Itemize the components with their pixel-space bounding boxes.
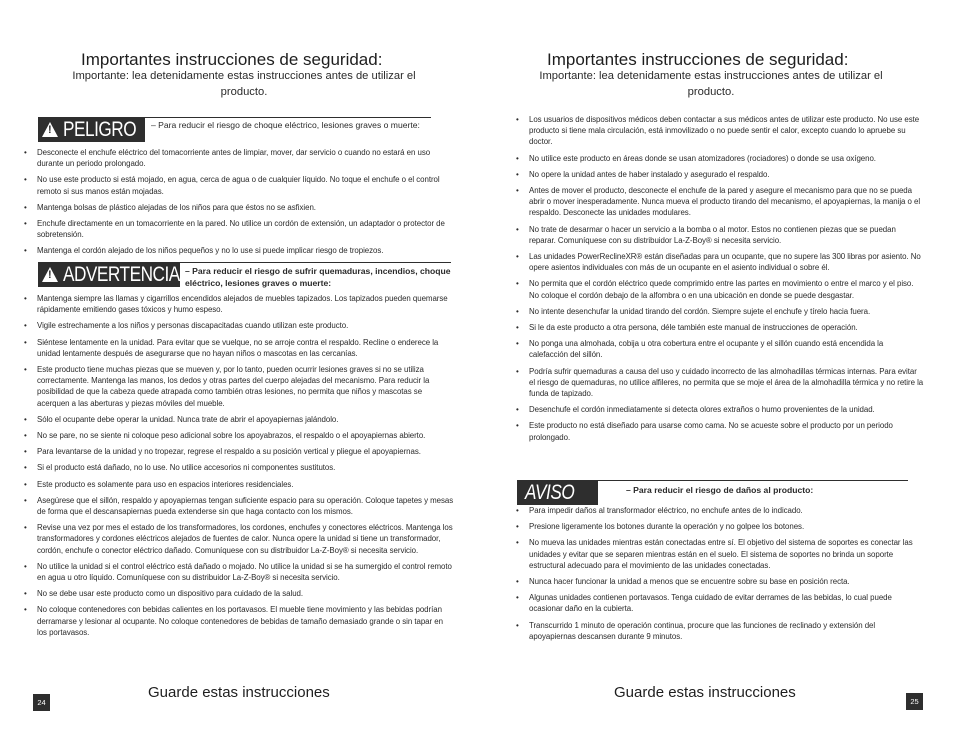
list-item: • Si le da este producto a otra persona, déle también este manual de instrucciones de operación. — [514, 322, 924, 333]
list-item: • Este producto no está diseñado para usarse como cama. No se acueste sobre el producto por un periodo prolongado. — [514, 420, 924, 442]
advertencia-label: ADVERTENCIA — [63, 262, 180, 286]
list-item: • No ponga una almohada, cobija u otra cobertura entre el ocupante y el sillón cuando está encendida la calefacción del sillón. — [514, 338, 924, 360]
list-item: • Siéntese lentamente en la unidad. Para evitar que se vuelque, no se arroje contra el respaldo. Recline o enderece la unidad lentamente después de asegurarse que no hayan niños o mascotas en las cercanías. — [22, 337, 454, 359]
advertencia-list — [22, 293, 454, 643]
list-item: • No utilice la unidad si el control eléctrico está dañado o mojado. No utilice la unidad si se ha sumergido el control remoto en agua u otro líquido. Comuníquese con su distribuidor La-Z-Boy® si necesita servicio. — [22, 561, 454, 583]
list-item: • Asegúrese que el sillón, respaldo y apoyapiernas tengan suficiente espacio para su operación. Coloque tapetes y mesas de forma que el descansapiernas pueda extenderse sin que haga contacto con los mismos. — [22, 495, 454, 517]
general-list — [514, 114, 924, 448]
list-item: • Desenchufe el cordón inmediatamente si detecta olores extraños o humo provenientes de la unidad. — [514, 404, 924, 415]
page-subtitle: Importante: lea detenidamente estas instrucciones antes de utilizar el producto. — [72, 70, 416, 98]
peligro-label: PELIGRO — [63, 117, 137, 141]
page-title: Importantes instrucciones de seguridad: — [81, 50, 383, 69]
list-item: • Algunas unidades contienen portavasos. Tenga cuidado de evitar derrames de las bebidas, lo cual puede ocasionar daño en la cubierta. — [514, 592, 914, 614]
peligro-rule — [145, 117, 431, 118]
advertencia-description: – Para reducir el riesgo de sufrir quemaduras, incendios, choque eléctrico, lesiones graves o muerte: — [185, 266, 451, 288]
peligro-list — [22, 147, 452, 262]
list-item: • No trate de desarmar o hacer un servicio a la bomba o al motor. Estos no contienen piezas que se puedan reparar. Comuníquese con su distribuidor La-Z-Boy® si necesita servicio. — [514, 224, 924, 246]
list-item: • No opere la unidad antes de haber instalado y asegurado el respaldo. — [514, 169, 924, 180]
right-page — [477, 0, 954, 742]
peligro-badge — [38, 117, 145, 142]
aviso-badge — [517, 480, 598, 505]
list-item: • Mantenga el cordón alejado de los niños pequeños y no lo use si puede implicar riesgo de tropiezos. — [22, 245, 452, 256]
list-item: • No mueva las unidades mientras están conectadas entre sí. El objetivo del sistema de soportes es conectar las unidades y evitar que se separen mientras están en el suelo. El sistema de soportes no brinda un soporte estructural adecuado para el movimiento de las unidades conectadas. — [514, 537, 914, 571]
warning-triangle-icon: ! — [42, 267, 58, 282]
list-item: • Si el producto está dañado, no lo use. No utilice accesorios ni componentes sustitutos. — [22, 462, 454, 473]
peligro-description: – Para reducir el riesgo de choque eléctrico, lesiones graves o muerte: — [151, 120, 420, 130]
page-number: 24 — [33, 694, 50, 711]
list-item: • No utilice este producto en áreas donde se usan atomizadores (rociadores) o donde se usa oxígeno. — [514, 153, 924, 164]
page-subtitle: Importante: lea detenidamente estas instrucciones antes de utilizar el producto. — [539, 70, 883, 98]
list-item: • No se pare, no se siente ni coloque peso adicional sobre los apoyabrazos, el respaldo o el apoyapiernas abierto. — [22, 430, 454, 441]
list-item: • Desconecte el enchufe eléctrico del tomacorriente antes de limpiar, mover, dar servicio o cuando no estará en uso durante un periodo prolongado. — [22, 147, 452, 169]
list-item: • Para impedir daños al transformador eléctrico, no enchufe antes de lo indicado. — [514, 505, 914, 516]
aviso-description: – Para reducir el riesgo de daños al producto: — [626, 485, 814, 495]
list-item: • Los usuarios de dispositivos médicos deben contactar a sus médicos antes de utilizar este producto. No use este producto si tiene mala circulación, está inmovilizado o no puede sentir el calor, excepto cuando lo apruebe su doctor. — [514, 114, 924, 148]
list-item: • Antes de mover el producto, desconecte el enchufe de la pared y asegure el mecanismo para que no se pueda abrir o mover inesperadamente. Nunca mueva el producto tirando del mecanismo, el apoyapiernas, la manija o el respaldo. Desconecte las unidades modulares. — [514, 185, 924, 219]
aviso-list — [514, 505, 914, 647]
list-item: • No permita que el cordón eléctrico quede comprimido entre las partes en movimiento o entre el marco y el piso. No coloque el cordón debajo de la alfombra o en una ubicación en donde se puede desgastar. — [514, 278, 924, 300]
list-item: • Este producto tiene muchas piezas que se mueven y, por lo tanto, pueden ocurrir lesiones graves si no se utiliza correctamente. Mantenga las manos, los dedos y otras partes del cuerpo alejadas del mecanismo. Para reducir la posibilidad de que la cabeza quede atrapada como también otras lesiones, no permita que niños y mascotas se acerquen a las aberturas y piezas móviles del mueble. — [22, 364, 454, 409]
list-item: • Sólo el ocupante debe operar la unidad. Nunca trate de abrir el apoyapiernas jalándolo. — [22, 414, 454, 425]
list-item: • Mantenga bolsas de plástico alejadas de los niños para que éstos no se asfixien. — [22, 202, 452, 213]
list-item: • Este producto es solamente para uso en espacios interiores residenciales. — [22, 479, 454, 490]
list-item: • No se debe usar este producto como un dispositivo para cuidado de la salud. — [22, 588, 454, 599]
footer-text: Guarde estas instrucciones — [614, 684, 796, 701]
list-item: • Transcurrido 1 minuto de operación continua, procure que las funciones de reclinado y extensión del apoyapiernas descansen durante 9 minutos. — [514, 620, 914, 642]
aviso-label: AVISO — [525, 480, 575, 504]
list-item: • Las unidades PowerReclineXR® están diseñadas para un ocupante, que no supere las 300 libras por asiento. No opere asientos individuales con más de un ocupante en el asiento individual o sobre él. — [514, 251, 924, 273]
page-number: 25 — [906, 693, 923, 710]
footer-text: Guarde estas instrucciones — [148, 684, 330, 701]
list-item: • Revise una vez por mes el estado de los transformadores, los cordones, enchufes y conectores eléctricos. Mantenga los transformadores y cordones eléctricos alejados de fuentes de calor. Nunca opere la unidad si tiene un transformador, cordón, enchufe o conector eléctrico dañado. Comuníquese con su distribuidor La-Z-Boy® si necesita servicio. — [22, 522, 454, 556]
advertencia-badge — [38, 262, 180, 287]
advertencia-rule — [180, 262, 451, 263]
list-item: • Para levantarse de la unidad y no tropezar, regrese el respaldo a su posición vertical y pliegue el apoyapiernas. — [22, 446, 454, 457]
list-item: • No coloque contenedores con bebidas calientes en los portavasos. El mueble tiene movimiento y las bebidas podrían derramarse y lesionar al ocupante. No coloque contenedores de bebidas de tamaño demasiado grande o sin tapar en los portavasos. — [22, 604, 454, 638]
list-item: • Nunca hacer funcionar la unidad a menos que se encuentre sobre su base en posición recta. — [514, 576, 914, 587]
list-item: • Podría sufrir quemaduras a causa del uso y cuidado incorrecto de las almohadillas térmicas internas. Para evitar el riesgo de quemaduras, no utilice alfileres, no permita que se moje el área de la almohadilla térmica y no retire la funda de tapizado. — [514, 366, 924, 400]
list-item: • Mantenga siempre las llamas y cigarrillos encendidos alejados de muebles tapizados. Los tapizados pueden quemarse rápidamente emitiendo gases tóxicos y humo espeso. — [22, 293, 454, 315]
list-item: • No intente desenchufar la unidad tirando del cordón. Siempre sujete el enchufe y tírelo hacia fuera. — [514, 306, 924, 317]
list-item: • Vigile estrechamente a los niños y personas discapacitadas cuando utilizan este producto. — [22, 320, 454, 331]
list-item: • No use este producto si está mojado, en agua, cerca de agua o de cualquier líquido. No toque el enchufe o el control remoto si sus manos están mojadas. — [22, 174, 452, 196]
list-item: • Presione ligeramente los botones durante la operación y no golpee los botones. — [514, 521, 914, 532]
page-title: Importantes instrucciones de seguridad: — [547, 50, 849, 69]
list-item: • Enchufe directamente en un tomacorriente en la pared. No utilice un cordón de extensión, un adaptador o protector de sobretensión. — [22, 218, 452, 240]
warning-triangle-icon: ! — [42, 122, 58, 137]
aviso-rule — [598, 480, 908, 481]
